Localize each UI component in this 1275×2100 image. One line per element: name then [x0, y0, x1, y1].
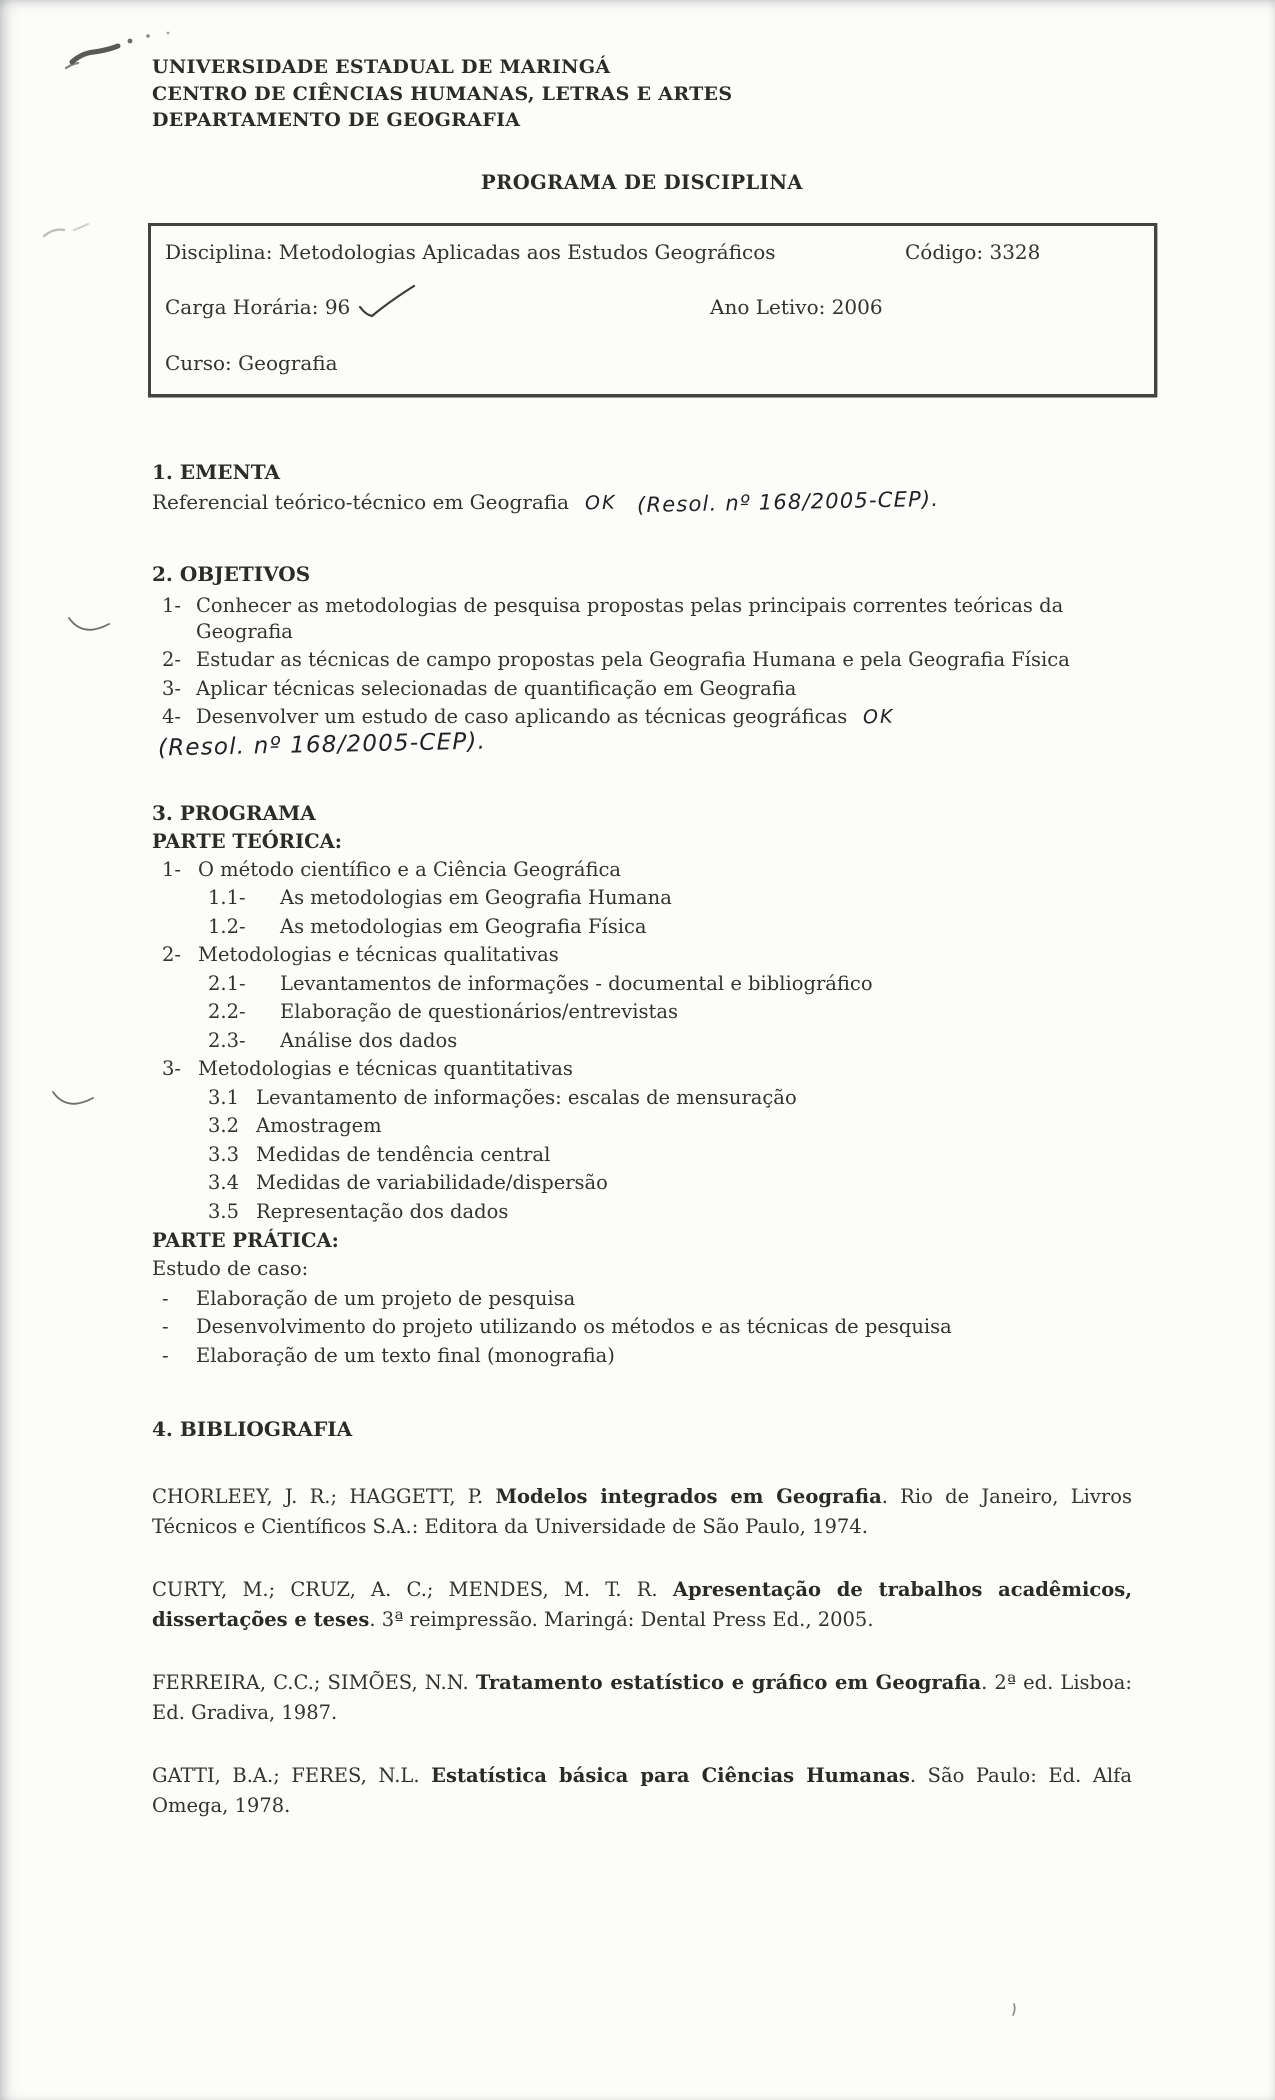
item-number: 1.1-	[208, 886, 246, 909]
item-text: Estudar as técnicas de campo propostas pela Geografia Humana e pela Geografia Física	[196, 648, 1070, 671]
reference-authors: CHORLEEY, J. R.; HAGGETT, P.	[152, 1485, 496, 1508]
university-name: UNIVERSIDADE ESTADUAL DE MARINGÁ	[152, 56, 611, 78]
item-number: 3-	[162, 1057, 181, 1080]
item-text: Representação dos dados	[256, 1199, 509, 1223]
margin-arc-mark	[66, 614, 114, 640]
programa-item	[152, 1199, 1132, 1225]
item-number: 3-	[162, 676, 181, 700]
programa-item	[152, 914, 1132, 940]
item-number: 1-	[162, 857, 181, 881]
reference-title: Modelos integrados em Geografia	[495, 1485, 882, 1508]
item-number: 2-	[162, 943, 181, 966]
section-heading-programa: 3. PROGRAMA	[152, 800, 316, 825]
reference-entry	[152, 1761, 1132, 1821]
center-name: CENTRO DE CIÊNCIAS HUMANAS, LETRAS E ARTES	[152, 82, 733, 105]
item-text: Elaboração de questionários/entrevistas	[280, 1000, 678, 1023]
item-text: Desenvolvimento do projeto utilizando os métodos e as técnicas de pesquisa	[196, 1315, 952, 1338]
item-text-main: Desenvolver um estudo de caso aplicando as técnicas geográficas	[196, 705, 848, 728]
item-number: 1-	[162, 594, 181, 617]
programa-item	[152, 1085, 1132, 1111]
item-text: Medidas de variabilidade/dispersão	[256, 1171, 608, 1194]
item-text: Conhecer as metodologias de pesquisa propostas pelas principais correntes teóricas da Geografia	[196, 594, 1064, 643]
pratica-intro: Estudo de caso:	[152, 1257, 309, 1280]
item-text: Metodologias e técnicas quantitativas	[198, 1057, 573, 1080]
item-text: Análise dos dados	[280, 1028, 458, 1052]
tiny-ink-speck	[1010, 2002, 1020, 2018]
item-text: Elaboração de um projeto de pesquisa	[196, 1286, 576, 1310]
item-dash: -	[162, 1286, 169, 1310]
reference-authors: FERREIRA, C.C.; SIMÕES, N.N.	[152, 1671, 476, 1694]
item-number: 3.5	[208, 1199, 240, 1223]
reference-publication: . 2ª ed. Lisboa: Ed. Gradiva, 1987.	[152, 1671, 1132, 1724]
parte-pratica-heading: PARTE PRÁTICA:	[152, 1229, 339, 1252]
item-text: As metodologias em Geografia Física	[280, 914, 647, 938]
programa-item	[152, 971, 1132, 997]
item-number: 4-	[162, 705, 181, 728]
programa-item	[152, 1170, 1132, 1196]
objetivo-item	[152, 647, 1132, 673]
handwritten-resolution-annotation: (Resol. nº 168/2005-CEP).	[637, 486, 940, 518]
ano-letivo-value: Ano Letivo: 2006	[710, 294, 883, 319]
item-number: 2.1-	[208, 971, 246, 995]
handwritten-ok-annotation: OK	[863, 705, 896, 729]
programa-item	[152, 857, 1132, 883]
item-number: 3.3	[208, 1142, 240, 1166]
reference-entry	[152, 1482, 1132, 1542]
item-dash: -	[162, 1315, 169, 1338]
info-row-curso	[165, 350, 1140, 376]
item-number: 3.4	[208, 1171, 240, 1194]
item-number: 3.2	[208, 1114, 240, 1137]
handwritten-ok-annotation: OK	[585, 491, 618, 515]
reference-publication: . Rio de Janeiro, Livros Técnicos e Científicos S.A.: Editora da Universidade de São Paulo, 1974.	[152, 1485, 1132, 1538]
curso-value: Curso: Geografia	[165, 351, 338, 375]
section-heading-bibliografia: 4. BIBLIOGRAFIA	[152, 1417, 353, 1441]
faint-pen-mark	[40, 216, 110, 246]
reference-title: Tratamento estatístico e gráfico em Geografia	[475, 1671, 982, 1694]
parte-teorica-list	[152, 857, 1132, 1225]
page-title: PROGRAMA DE DISCIPLINA	[481, 170, 803, 194]
programa-item	[152, 885, 1132, 911]
section-heading-ementa: 1. EMENTA	[152, 460, 281, 484]
department-name: DEPARTAMENTO DE GEOGRAFIA	[152, 109, 521, 131]
programa-item	[152, 1113, 1132, 1139]
item-text: Amostragem	[256, 1114, 382, 1137]
parte-teorica-heading: PARTE TEÓRICA:	[152, 829, 342, 853]
objetivo-item	[152, 704, 1132, 731]
item-text: Elaboração de um texto final (monografia)	[196, 1343, 615, 1367]
item-number: 2-	[162, 648, 181, 671]
objetivo-item	[152, 593, 1132, 644]
codigo-value: Código: 3328	[905, 239, 1041, 264]
item-text: Aplicar técnicas selecionadas de quantificação em Geografia	[196, 676, 797, 700]
programa-item	[152, 1056, 1132, 1082]
section-heading-objetivos: 2. OBJETIVOS	[152, 562, 311, 586]
document-page	[152, 54, 1132, 1841]
handwritten-check-icon	[356, 281, 418, 321]
item-number: 2.2-	[208, 1000, 246, 1023]
reference-entry	[152, 1668, 1132, 1728]
info-row-disciplina	[165, 239, 1140, 265]
ementa-text: Referencial teórico-técnico em Geografia	[152, 490, 570, 514]
reference-publication: . 3ª reimpressão. Maringá: Dental Press Ed., 2005.	[369, 1608, 874, 1631]
info-row-carga	[165, 294, 1140, 322]
item-text: O método científico e a Ciência Geográfica	[198, 857, 622, 881]
pratica-item	[152, 1343, 1132, 1369]
item-number: 1.2-	[208, 914, 246, 938]
item-number: 3.1	[208, 1085, 240, 1109]
course-info-box	[148, 223, 1157, 398]
programa-item	[152, 1142, 1132, 1168]
reference-entry	[152, 1575, 1132, 1635]
programa-item	[152, 942, 1132, 968]
item-dash: -	[162, 1343, 169, 1367]
item-number: 2.3-	[208, 1028, 246, 1052]
item-text	[196, 704, 1132, 731]
objetivo-item	[152, 676, 1132, 702]
reference-publication: . São Paulo: Ed. Alfa Omega, 1978.	[152, 1764, 1132, 1817]
handwritten-resolution-annotation: (Resol. nº 168/2005-CEP).	[157, 728, 487, 761]
item-text: Metodologias e técnicas qualitativas	[198, 943, 559, 966]
reference-authors: CURTY, M.; CRUZ, A. C.; MENDES, M. T. R.	[152, 1578, 673, 1601]
item-text: Medidas de tendência central	[256, 1142, 551, 1166]
objetivos-list	[152, 593, 1132, 761]
disciplina-value: Disciplina: Metodologias Aplicadas aos Estudos Geográficos	[165, 239, 776, 264]
pratica-item	[152, 1314, 1132, 1340]
programa-item	[152, 1028, 1132, 1054]
carga-horaria-value: Carga Horária: 96	[165, 294, 351, 319]
reference-authors: GATTI, B.A.; FERES, N.L.	[152, 1764, 432, 1787]
pratica-item	[152, 1286, 1132, 1312]
margin-arc-mark-2	[50, 1088, 98, 1114]
item-text: As metodologias em Geografia Humana	[280, 886, 672, 909]
item-text: Levantamentos de informações - documental e bibliográfico	[280, 971, 873, 995]
reference-title: Estatística básica para Ciências Humanas	[431, 1764, 910, 1787]
item-text: Levantamento de informações: escalas de mensuração	[256, 1085, 797, 1109]
programa-item	[152, 999, 1132, 1025]
ementa-text-line	[152, 486, 1132, 518]
reference-title: Apresentação de trabalhos acadêmicos, dissertações e teses	[152, 1578, 1133, 1631]
parte-pratica-list	[152, 1286, 1132, 1369]
